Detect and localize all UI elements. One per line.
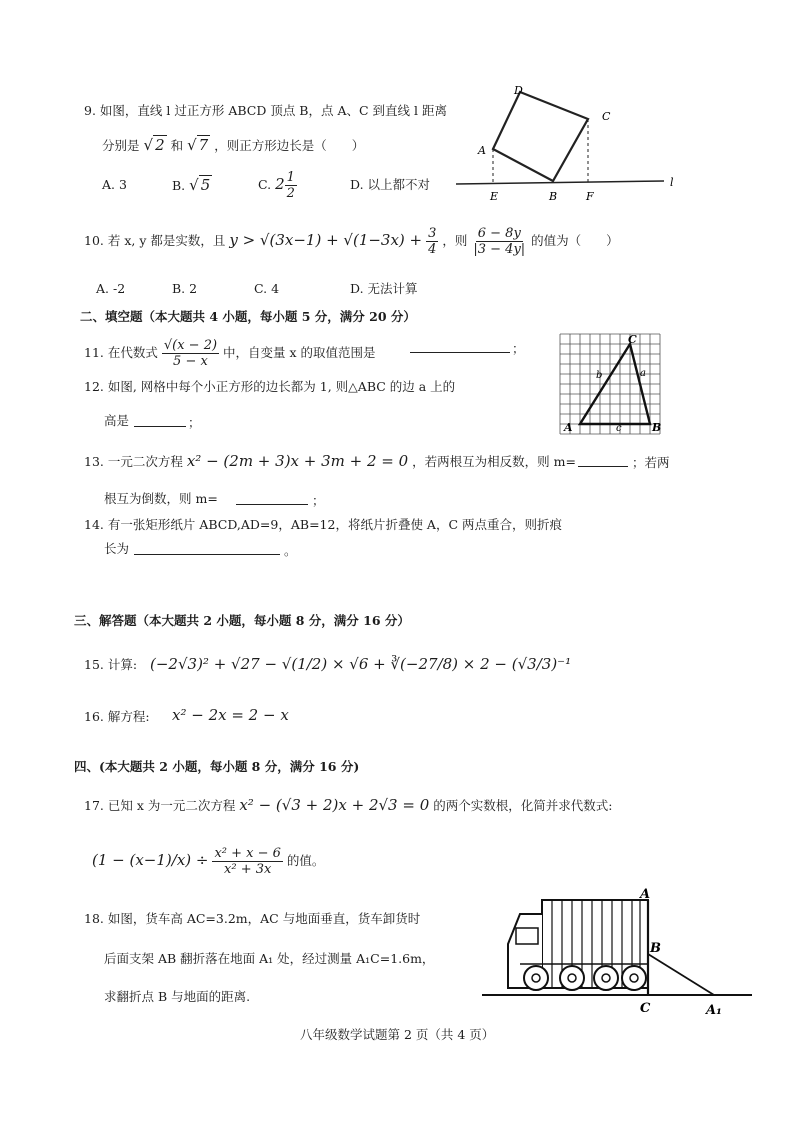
q14-answer-blank[interactable]	[134, 540, 280, 555]
q10-option-a: A. -2	[96, 281, 126, 296]
label-b: B	[549, 190, 558, 203]
q10-text: 10. 若 x, y 都是实数，且 y > √(3x−1) + √(1−3x) + $\frac{3}{4}$ ，则 $\frac{6 - 8y}{|3 - 4y|}$ 的值为（ ）	[84, 226, 619, 257]
section-2-title: 二、填空题（本大题共 4 小题，每小题 5 分，满分 20 分）	[80, 309, 416, 324]
grid-lines	[560, 334, 660, 434]
q15-expression: (−2√3)² + √27 − √(1/2) × √6 + ∛(−27/8) × 2 − (√3/3)⁻¹	[150, 655, 572, 673]
q13-end: ；	[312, 493, 325, 508]
grid-label-side-c: c	[616, 423, 622, 434]
truck-label-a1: A₁	[706, 1003, 722, 1018]
label-e: E	[490, 190, 499, 203]
q15-label: 15. 计算:	[84, 657, 138, 672]
q11-text: 11. 在代数式 $\frac{√(x - 2)}{5 - x}$ 中，自变量 x 的取值范围是	[84, 338, 376, 369]
wheel-3	[594, 966, 618, 990]
truck-label-a: A	[640, 887, 651, 902]
line-l	[456, 181, 664, 184]
q10-option-c: C. 4	[254, 281, 280, 296]
q14-line1: 14. 有一张矩形纸片 ABCD,AD=9，AB=12，将纸片折叠使 A，C 两点重合，则折痕	[84, 517, 562, 532]
q11-answer-blank[interactable]	[410, 338, 510, 353]
q12-answer-blank[interactable]	[134, 412, 186, 427]
wheel-4	[622, 966, 646, 990]
truck-label-c: C	[640, 1001, 651, 1016]
q9-option-c: C. 2 $\frac{1}{2}$	[258, 170, 295, 201]
grid-label-b: B	[652, 421, 662, 434]
grid-label-a: A	[564, 421, 573, 434]
q13-line1: 13. 一元二次方程 x² − (2m + 3)x + 3m + 2 = 0 ，若两根互为相反数，则 m=	[84, 452, 576, 470]
square-abcd	[493, 92, 588, 181]
q12-line1: 12. 如图, 网格中每个小正方形的边长都为 1, 则△ABC 的边 a 上的	[84, 379, 456, 394]
label-c: C	[602, 110, 611, 123]
section-3-title: 三、解答题（本大题共 2 小题，每小题 8 分，满分 16 分）	[74, 613, 410, 628]
q9-option-b: B. √ 5	[172, 176, 211, 194]
q16-expression: x² − 2x = 2 − x	[172, 706, 289, 724]
q18-line2: 后面支架 AB 翻折落在地面 A₁ 处，经过测量 A₁C=1.6m，	[104, 951, 435, 966]
label-f: F	[586, 190, 594, 203]
q12-line2: 高是	[104, 413, 130, 428]
q17-line2: (1 − (x−1)/x) ÷ $\frac{\text{x² + x − 6}}{\text{x² + 3x}}$ 的值。	[92, 846, 325, 877]
section-4-title: 四、(本大题共 2 小题，每小题 8 分，满分 16 分)	[74, 759, 360, 774]
q9-square-figure	[450, 82, 690, 212]
label-a: A	[478, 144, 486, 157]
q10-option-b: B. 2	[172, 281, 198, 296]
q13-mid2: ；若两	[632, 455, 670, 470]
segment-ba1	[648, 954, 714, 995]
wheel-1	[524, 966, 548, 990]
q13-answer-blank-1[interactable]	[578, 452, 628, 467]
q13-answer-blank-2[interactable]	[236, 490, 308, 505]
q9-line2: 分别是 √ 2 和 √ 7 ，则正方形边长是（ ）	[102, 136, 365, 154]
q12-end: ；	[188, 415, 201, 430]
wheel-2	[560, 966, 584, 990]
q9-line1: 9. 如图，直线 l 过正方形 ABCD 顶点 B，点 A、C 到直线 l 距离	[84, 103, 447, 118]
label-l: l	[670, 176, 674, 189]
q16-label: 16. 解方程:	[84, 709, 150, 724]
q18-line1: 18. 如图，货车高 AC=3.2m，AC 与地面垂直，货车卸货时	[84, 911, 421, 926]
q14-line2: 长为	[104, 541, 130, 556]
q12-grid-figure	[556, 330, 666, 440]
q14-end: 。	[284, 543, 297, 558]
grid-label-side-b: b	[596, 370, 603, 381]
q17-line1: 17. 已知 x 为一元二次方程 x² − (√3 + 2)x + 2√3 = 0 的两个实数根，化简并求代数式:	[84, 796, 613, 814]
grid-label-c: C	[628, 333, 637, 346]
q18-line3: 求翻折点 B 与地面的距离.	[104, 989, 251, 1004]
q11-end: ；	[512, 341, 525, 356]
page-footer: 八年级数学试题第 2 页（共 4 页）	[300, 1027, 495, 1042]
truck-label-b: B	[650, 941, 661, 956]
q9-option-d: D. 以上都不对	[350, 177, 431, 192]
grid-label-side-a: a	[640, 368, 646, 379]
q9-option-a: A. 3	[102, 177, 127, 192]
q10-option-d: D. 无法计算	[350, 281, 418, 296]
label-d: D	[514, 84, 523, 97]
q13-line2: 根互为倒数，则 m=	[104, 491, 218, 506]
q18-truck-figure	[480, 880, 760, 1020]
